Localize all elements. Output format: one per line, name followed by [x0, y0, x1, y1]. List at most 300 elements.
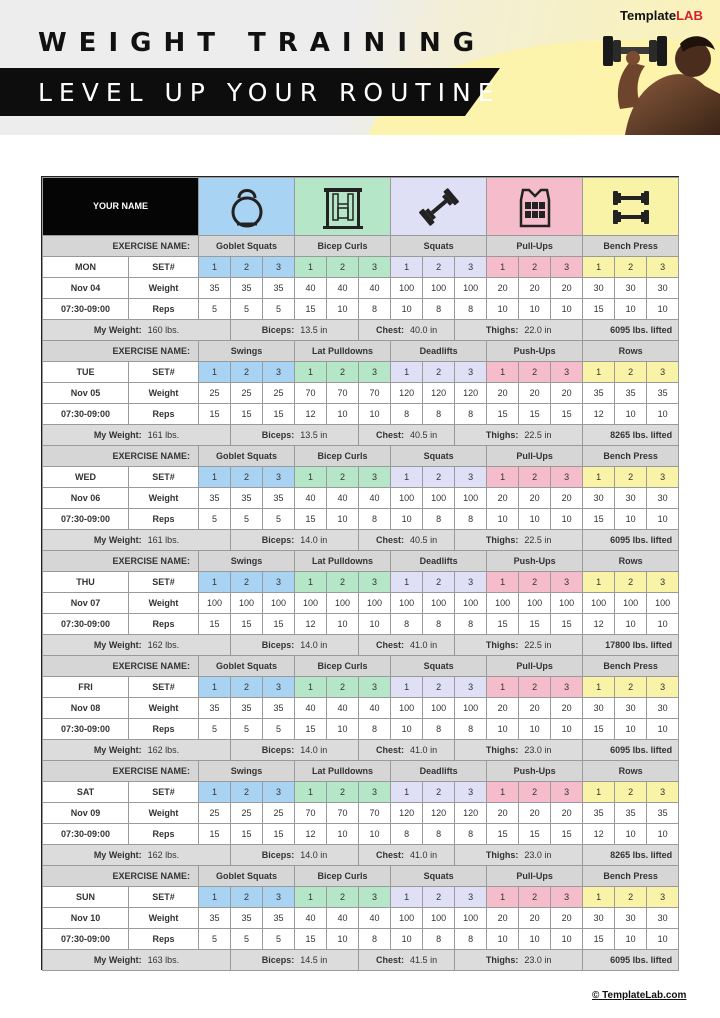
reps-cell[interactable]: 15 — [263, 404, 295, 425]
weight-cell[interactable]: 25 — [231, 803, 263, 824]
biceps[interactable] — [231, 320, 359, 341]
reps-cell[interactable]: 15 — [231, 404, 263, 425]
exercise-name-cell[interactable]: Bicep Curls — [295, 446, 391, 467]
reps-cell[interactable]: 15 — [583, 719, 615, 740]
biceps[interactable] — [231, 425, 359, 446]
time-cell[interactable]: 07:30-09:00 — [43, 614, 129, 635]
exercise-name-cell[interactable]: Bicep Curls — [295, 866, 391, 887]
weight-cell[interactable]: 70 — [327, 383, 359, 404]
exercise-name-cell[interactable]: Rows — [583, 341, 679, 362]
reps-cell[interactable]: 10 — [647, 299, 679, 320]
date-cell[interactable]: Nov 04 — [43, 278, 129, 299]
weight-cell[interactable]: 40 — [295, 908, 327, 929]
chest[interactable] — [359, 845, 455, 866]
reps-cell[interactable]: 5 — [199, 719, 231, 740]
weight-cell[interactable]: 20 — [551, 488, 583, 509]
reps-cell[interactable]: 8 — [359, 719, 391, 740]
weight-cell[interactable]: 30 — [647, 698, 679, 719]
weight-cell[interactable]: 20 — [487, 698, 519, 719]
weight-cell[interactable]: 30 — [583, 698, 615, 719]
reps-cell[interactable]: 10 — [647, 614, 679, 635]
biceps[interactable] — [231, 635, 359, 656]
exercise-name-cell[interactable]: Deadlifts — [391, 551, 487, 572]
weight-cell[interactable]: 100 — [327, 593, 359, 614]
weight-cell[interactable]: 35 — [199, 908, 231, 929]
weight-cell[interactable]: 20 — [519, 383, 551, 404]
thighs[interactable] — [455, 425, 583, 446]
weight-cell[interactable]: 20 — [519, 488, 551, 509]
exercise-name-cell[interactable]: Deadlifts — [391, 761, 487, 782]
reps-cell[interactable]: 10 — [647, 509, 679, 530]
reps-cell[interactable]: 10 — [327, 614, 359, 635]
weight-cell[interactable]: 30 — [615, 698, 647, 719]
chest[interactable] — [359, 320, 455, 341]
reps-cell[interactable]: 10 — [327, 929, 359, 950]
date-cell[interactable]: Nov 06 — [43, 488, 129, 509]
reps-cell[interactable]: 5 — [231, 719, 263, 740]
exercise-name-cell[interactable]: Squats — [391, 656, 487, 677]
date-cell[interactable]: Nov 05 — [43, 383, 129, 404]
reps-cell[interactable]: 8 — [391, 824, 423, 845]
reps-cell[interactable]: 12 — [295, 404, 327, 425]
weight-cell[interactable]: 100 — [519, 593, 551, 614]
time-cell[interactable]: 07:30-09:00 — [43, 929, 129, 950]
reps-cell[interactable]: 10 — [391, 719, 423, 740]
weight-cell[interactable]: 100 — [423, 908, 455, 929]
weight-cell[interactable]: 35 — [199, 278, 231, 299]
weight-cell[interactable]: 20 — [487, 278, 519, 299]
weight-cell[interactable]: 35 — [231, 488, 263, 509]
weight-cell[interactable]: 100 — [359, 593, 391, 614]
time-cell[interactable]: 07:30-09:00 — [43, 404, 129, 425]
exercise-name-cell[interactable]: Squats — [391, 866, 487, 887]
reps-cell[interactable]: 10 — [487, 929, 519, 950]
weight-cell[interactable]: 40 — [295, 278, 327, 299]
date-cell[interactable]: Nov 09 — [43, 803, 129, 824]
reps-cell[interactable]: 8 — [359, 929, 391, 950]
reps-cell[interactable]: 8 — [423, 929, 455, 950]
reps-cell[interactable]: 15 — [583, 299, 615, 320]
weight-cell[interactable]: 20 — [519, 278, 551, 299]
reps-cell[interactable]: 5 — [199, 509, 231, 530]
exercise-name-cell[interactable]: Swings — [199, 341, 295, 362]
time-cell[interactable]: 07:30-09:00 — [43, 719, 129, 740]
reps-cell[interactable]: 10 — [391, 929, 423, 950]
reps-cell[interactable]: 10 — [615, 824, 647, 845]
weight-cell[interactable]: 40 — [359, 488, 391, 509]
exercise-name-cell[interactable]: Swings — [199, 551, 295, 572]
weight-cell[interactable]: 35 — [263, 908, 295, 929]
weight-cell[interactable]: 40 — [359, 908, 391, 929]
weight-cell[interactable]: 70 — [327, 803, 359, 824]
exercise-name-cell[interactable]: Lat Pulldowns — [295, 551, 391, 572]
weight-cell[interactable]: 100 — [487, 593, 519, 614]
weight-cell[interactable]: 20 — [487, 488, 519, 509]
weight-cell[interactable]: 25 — [231, 383, 263, 404]
reps-cell[interactable]: 15 — [199, 404, 231, 425]
exercise-name-cell[interactable]: Push-Ups — [487, 761, 583, 782]
thighs[interactable] — [455, 635, 583, 656]
thighs[interactable] — [455, 845, 583, 866]
chest[interactable] — [359, 530, 455, 551]
my-weight[interactable] — [43, 950, 231, 971]
exercise-name-cell[interactable]: Bench Press — [583, 446, 679, 467]
weight-cell[interactable]: 30 — [583, 908, 615, 929]
reps-cell[interactable]: 8 — [391, 404, 423, 425]
weight-cell[interactable]: 30 — [615, 908, 647, 929]
exercise-name-cell[interactable]: Pull-Ups — [487, 656, 583, 677]
exercise-name-cell[interactable]: Push-Ups — [487, 551, 583, 572]
weight-cell[interactable]: 20 — [551, 803, 583, 824]
exercise-name-cell[interactable]: Bicep Curls — [295, 236, 391, 257]
day-cell[interactable]: MON — [43, 257, 129, 278]
reps-cell[interactable]: 5 — [263, 719, 295, 740]
my-weight[interactable] — [43, 530, 231, 551]
reps-cell[interactable]: 8 — [359, 509, 391, 530]
chest[interactable] — [359, 635, 455, 656]
reps-cell[interactable]: 10 — [647, 719, 679, 740]
weight-cell[interactable]: 100 — [423, 698, 455, 719]
weight-cell[interactable]: 100 — [423, 593, 455, 614]
weight-cell[interactable]: 35 — [263, 278, 295, 299]
weight-cell[interactable]: 70 — [359, 803, 391, 824]
reps-cell[interactable]: 5 — [263, 299, 295, 320]
time-cell[interactable]: 07:30-09:00 — [43, 824, 129, 845]
weight-cell[interactable]: 100 — [551, 593, 583, 614]
reps-cell[interactable]: 10 — [359, 614, 391, 635]
weight-cell[interactable]: 100 — [583, 593, 615, 614]
reps-cell[interactable]: 15 — [295, 299, 327, 320]
biceps[interactable] — [231, 845, 359, 866]
weight-cell[interactable]: 20 — [487, 803, 519, 824]
exercise-name-cell[interactable]: Goblet Squats — [199, 866, 295, 887]
reps-cell[interactable]: 15 — [263, 824, 295, 845]
reps-cell[interactable]: 15 — [583, 929, 615, 950]
reps-cell[interactable]: 10 — [487, 719, 519, 740]
reps-cell[interactable]: 10 — [615, 614, 647, 635]
exercise-name-cell[interactable]: Deadlifts — [391, 341, 487, 362]
reps-cell[interactable]: 8 — [423, 509, 455, 530]
weight-cell[interactable]: 20 — [487, 383, 519, 404]
copyright-link[interactable]: © TemplateLab.com — [592, 990, 687, 1001]
weight-cell[interactable]: 35 — [199, 488, 231, 509]
thighs[interactable] — [455, 740, 583, 761]
weight-cell[interactable]: 100 — [455, 278, 487, 299]
reps-cell[interactable]: 10 — [519, 929, 551, 950]
reps-cell[interactable]: 10 — [519, 719, 551, 740]
reps-cell[interactable]: 10 — [327, 824, 359, 845]
reps-cell[interactable]: 15 — [199, 614, 231, 635]
reps-cell[interactable]: 8 — [423, 719, 455, 740]
reps-cell[interactable]: 15 — [519, 614, 551, 635]
reps-cell[interactable]: 5 — [199, 929, 231, 950]
date-cell[interactable]: Nov 07 — [43, 593, 129, 614]
reps-cell[interactable]: 5 — [231, 299, 263, 320]
weight-cell[interactable]: 25 — [199, 803, 231, 824]
date-cell[interactable]: Nov 10 — [43, 908, 129, 929]
exercise-name-cell[interactable]: Rows — [583, 761, 679, 782]
reps-cell[interactable]: 15 — [519, 404, 551, 425]
reps-cell[interactable]: 8 — [391, 614, 423, 635]
weight-cell[interactable]: 20 — [551, 383, 583, 404]
reps-cell[interactable]: 10 — [615, 404, 647, 425]
exercise-name-cell[interactable]: Goblet Squats — [199, 656, 295, 677]
weight-cell[interactable]: 35 — [583, 803, 615, 824]
reps-cell[interactable]: 15 — [583, 509, 615, 530]
reps-cell[interactable]: 15 — [487, 614, 519, 635]
weight-cell[interactable]: 70 — [295, 383, 327, 404]
weight-cell[interactable]: 100 — [199, 593, 231, 614]
reps-cell[interactable]: 8 — [455, 299, 487, 320]
weight-cell[interactable]: 100 — [391, 488, 423, 509]
exercise-name-cell[interactable]: Push-Ups — [487, 341, 583, 362]
weight-cell[interactable]: 100 — [423, 278, 455, 299]
day-cell[interactable]: TUE — [43, 362, 129, 383]
reps-cell[interactable]: 10 — [359, 404, 391, 425]
reps-cell[interactable]: 12 — [583, 614, 615, 635]
my-weight-value: 161 lbs. — [147, 430, 180, 440]
reps-cell[interactable]: 10 — [551, 299, 583, 320]
weight-cell[interactable]: 40 — [295, 488, 327, 509]
reps-cell[interactable]: 10 — [391, 299, 423, 320]
exercise-name-cell[interactable]: Bicep Curls — [295, 656, 391, 677]
weight-cell[interactable]: 35 — [615, 383, 647, 404]
thighs[interactable] — [455, 320, 583, 341]
reps-cell[interactable]: 15 — [263, 614, 295, 635]
reps-cell[interactable]: 10 — [391, 509, 423, 530]
measurements-row — [43, 320, 679, 341]
reps-cell[interactable]: 8 — [455, 614, 487, 635]
weight-cell[interactable]: 120 — [391, 383, 423, 404]
reps-cell[interactable]: 8 — [455, 509, 487, 530]
reps-cell[interactable]: 15 — [551, 404, 583, 425]
weight-cell[interactable]: 100 — [615, 593, 647, 614]
my-weight[interactable] — [43, 845, 231, 866]
reps-cell[interactable]: 10 — [519, 509, 551, 530]
exercise-name-cell[interactable]: Goblet Squats — [199, 446, 295, 467]
exercise-name-cell[interactable]: Bench Press — [583, 866, 679, 887]
weight-cell[interactable]: 100 — [391, 593, 423, 614]
reps-cell[interactable]: 15 — [231, 614, 263, 635]
reps-cell[interactable]: 15 — [487, 824, 519, 845]
weight-cell[interactable]: 120 — [455, 803, 487, 824]
reps-cell[interactable]: 12 — [583, 824, 615, 845]
exercise-name-cell[interactable]: Pull-Ups — [487, 236, 583, 257]
weight-cell[interactable]: 35 — [231, 908, 263, 929]
exercise-name-cell[interactable]: Bench Press — [583, 236, 679, 257]
day-cell[interactable]: SUN — [43, 887, 129, 908]
reps-cell[interactable]: 15 — [551, 824, 583, 845]
your-name-cell[interactable] — [43, 178, 199, 236]
reps-cell[interactable]: 15 — [295, 509, 327, 530]
weight-cell[interactable]: 100 — [647, 593, 679, 614]
weight-cell[interactable]: 40 — [327, 698, 359, 719]
reps-cell[interactable]: 10 — [551, 509, 583, 530]
weight-cell[interactable]: 30 — [615, 488, 647, 509]
exercise-name-cell[interactable]: Lat Pulldowns — [295, 341, 391, 362]
reps-cell[interactable]: 8 — [423, 824, 455, 845]
reps-cell[interactable]: 10 — [327, 509, 359, 530]
weight-cell[interactable]: 100 — [391, 278, 423, 299]
reps-cell[interactable]: 10 — [359, 824, 391, 845]
weight-cell[interactable]: 20 — [551, 908, 583, 929]
weight-cell[interactable]: 100 — [455, 908, 487, 929]
exercise-name-cell[interactable]: Swings — [199, 761, 295, 782]
reps-cell[interactable]: 8 — [455, 824, 487, 845]
weight-cell[interactable]: 40 — [327, 278, 359, 299]
weight-cell[interactable]: 120 — [423, 383, 455, 404]
reps-cell[interactable]: 10 — [647, 824, 679, 845]
weight-cell[interactable]: 120 — [391, 803, 423, 824]
day-cell[interactable]: WED — [43, 467, 129, 488]
reps-cell[interactable]: 8 — [423, 614, 455, 635]
reps-cell[interactable]: 15 — [295, 929, 327, 950]
reps-cell[interactable]: 5 — [231, 929, 263, 950]
weight-cell[interactable]: 40 — [359, 278, 391, 299]
reps-cell[interactable]: 8 — [359, 299, 391, 320]
weight-cell[interactable]: 30 — [583, 278, 615, 299]
weight-cell[interactable]: 100 — [423, 488, 455, 509]
reps-cell[interactable]: 10 — [615, 509, 647, 530]
reps-cell[interactable]: 10 — [615, 929, 647, 950]
reps-cell[interactable]: 10 — [551, 719, 583, 740]
weight-cell[interactable]: 20 — [551, 278, 583, 299]
weight-cell[interactable]: 100 — [391, 698, 423, 719]
exercise-name-cell[interactable]: Pull-Ups — [487, 446, 583, 467]
weight-cell[interactable]: 20 — [551, 698, 583, 719]
weight-cell[interactable]: 20 — [519, 803, 551, 824]
weight-cell[interactable]: 70 — [295, 803, 327, 824]
reps-cell[interactable]: 15 — [487, 404, 519, 425]
weight-cell[interactable]: 40 — [327, 488, 359, 509]
exercise-name-cell[interactable]: Squats — [391, 236, 487, 257]
reps-cell[interactable]: 8 — [455, 404, 487, 425]
reps-cell[interactable]: 10 — [327, 299, 359, 320]
reps-cell[interactable]: 15 — [231, 824, 263, 845]
weight-cell[interactable]: 120 — [455, 383, 487, 404]
weight-cell[interactable]: 30 — [583, 488, 615, 509]
reps-cell[interactable]: 5 — [263, 929, 295, 950]
thighs[interactable] — [455, 950, 583, 971]
day-cell[interactable]: SAT — [43, 782, 129, 803]
weight-cell[interactable]: 100 — [263, 593, 295, 614]
weight-cell[interactable]: 30 — [647, 908, 679, 929]
reps-cell[interactable]: 10 — [327, 404, 359, 425]
reps-cell[interactable]: 5 — [199, 299, 231, 320]
reps-cell[interactable]: 10 — [615, 299, 647, 320]
day-cell[interactable]: FRI — [43, 677, 129, 698]
set-number: 2 — [231, 677, 263, 698]
reps-cell[interactable]: 10 — [487, 299, 519, 320]
my-weight[interactable] — [43, 635, 231, 656]
reps-cell[interactable]: 10 — [519, 299, 551, 320]
reps-cell[interactable]: 8 — [455, 719, 487, 740]
my-weight[interactable] — [43, 425, 231, 446]
weight-cell[interactable]: 30 — [615, 278, 647, 299]
reps-cell[interactable]: 12 — [295, 824, 327, 845]
weight-cell[interactable]: 35 — [231, 278, 263, 299]
reps-cell[interactable]: 10 — [615, 719, 647, 740]
weight-cell[interactable]: 100 — [455, 488, 487, 509]
exercise-name-cell[interactable]: Goblet Squats — [199, 236, 295, 257]
weight-cell[interactable]: 70 — [359, 383, 391, 404]
reps-cell[interactable]: 8 — [455, 929, 487, 950]
weight-cell[interactable]: 35 — [231, 698, 263, 719]
weight-cell[interactable]: 120 — [423, 803, 455, 824]
weight-cell[interactable]: 25 — [263, 803, 295, 824]
weight-cell[interactable]: 35 — [615, 803, 647, 824]
weight-cell[interactable]: 30 — [647, 488, 679, 509]
reps-cell[interactable]: 10 — [487, 509, 519, 530]
reps-cell[interactable]: 8 — [423, 299, 455, 320]
date-cell[interactable]: Nov 08 — [43, 698, 129, 719]
weight-cell[interactable]: 20 — [519, 698, 551, 719]
reps-cell[interactable]: 15 — [199, 824, 231, 845]
exercise-name-cell[interactable]: Bench Press — [583, 656, 679, 677]
weight-cell[interactable]: 35 — [263, 698, 295, 719]
my-weight[interactable] — [43, 320, 231, 341]
weight-cell[interactable]: 100 — [455, 698, 487, 719]
weight-cell[interactable]: 100 — [455, 593, 487, 614]
exercise-name-cell[interactable]: Lat Pulldowns — [295, 761, 391, 782]
weight-cell[interactable]: 25 — [199, 383, 231, 404]
thighs[interactable] — [455, 530, 583, 551]
reps-cell[interactable]: 15 — [295, 719, 327, 740]
time-cell[interactable]: 07:30-09:00 — [43, 299, 129, 320]
reps-cell[interactable]: 10 — [551, 929, 583, 950]
weight-cell[interactable]: 40 — [327, 908, 359, 929]
exercise-name-cell[interactable]: Rows — [583, 551, 679, 572]
chest[interactable] — [359, 425, 455, 446]
weight-cell[interactable]: 35 — [583, 383, 615, 404]
weight-cell[interactable]: 100 — [231, 593, 263, 614]
weight-cell[interactable]: 20 — [487, 908, 519, 929]
weight-cell[interactable]: 40 — [295, 698, 327, 719]
reps-cell[interactable]: 12 — [295, 614, 327, 635]
my-weight[interactable] — [43, 740, 231, 761]
weight-cell[interactable]: 40 — [359, 698, 391, 719]
biceps[interactable] — [231, 950, 359, 971]
reps-cell[interactable]: 10 — [647, 929, 679, 950]
chest[interactable] — [359, 950, 455, 971]
reps-cell[interactable]: 10 — [647, 404, 679, 425]
weight-cell[interactable]: 35 — [647, 383, 679, 404]
reps-cell[interactable]: 10 — [327, 719, 359, 740]
reps-cell[interactable]: 8 — [423, 404, 455, 425]
set-number: 1 — [391, 782, 423, 803]
reps-cell[interactable]: 15 — [519, 824, 551, 845]
weight-cell[interactable]: 20 — [519, 908, 551, 929]
biceps[interactable] — [231, 530, 359, 551]
exercise-name-cell[interactable]: Squats — [391, 446, 487, 467]
reps-cell[interactable]: 15 — [551, 614, 583, 635]
chest[interactable] — [359, 740, 455, 761]
exercise-name-cell[interactable]: Pull-Ups — [487, 866, 583, 887]
weight-cell[interactable]: 100 — [295, 593, 327, 614]
weight-cell[interactable]: 35 — [199, 698, 231, 719]
reps-cell[interactable]: 12 — [583, 404, 615, 425]
biceps[interactable] — [231, 740, 359, 761]
weight-cell[interactable]: 25 — [263, 383, 295, 404]
time-cell[interactable]: 07:30-09:00 — [43, 509, 129, 530]
weight-cell[interactable]: 30 — [647, 278, 679, 299]
weight-cell[interactable]: 35 — [647, 803, 679, 824]
weight-cell[interactable]: 35 — [263, 488, 295, 509]
weight-cell[interactable]: 100 — [391, 908, 423, 929]
reps-cell[interactable]: 5 — [231, 509, 263, 530]
day-cell[interactable]: THU — [43, 572, 129, 593]
reps-cell[interactable]: 5 — [263, 509, 295, 530]
